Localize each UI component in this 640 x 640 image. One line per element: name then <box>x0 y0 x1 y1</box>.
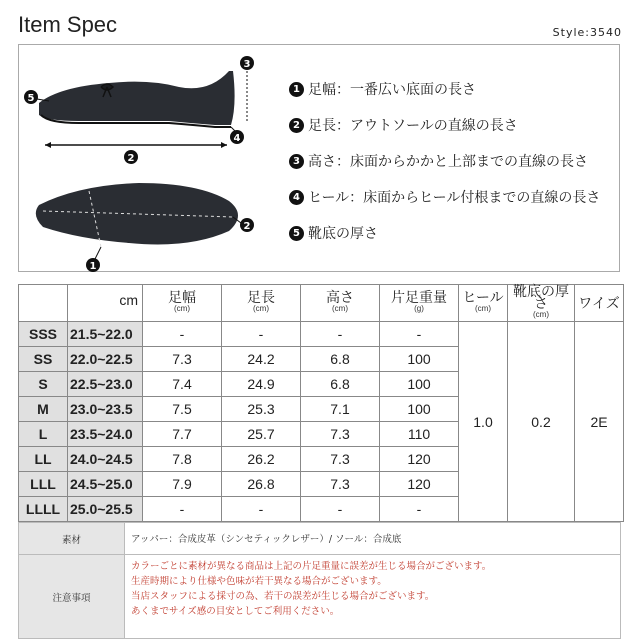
measurement-legend <box>289 71 600 251</box>
wise-value: 2E <box>575 322 624 522</box>
table-row: LLLL 25.0~25.5 - - - - <box>19 497 624 522</box>
notes-label: 注意事項 <box>19 555 125 639</box>
legend-item <box>289 107 600 143</box>
legend-number: 2 <box>289 118 304 133</box>
legend-text: 靴底の厚さ <box>308 226 378 242</box>
table-row: SS 22.0~22.5 7.3 24.2 6.8 100 <box>19 347 624 372</box>
table-row: LL 24.0~24.5 7.8 26.2 7.3 120 <box>19 447 624 472</box>
svg-text:1: 1 <box>89 261 97 272</box>
legend-item <box>289 71 600 107</box>
svg-text:5: 5 <box>27 93 35 104</box>
size-table <box>18 284 624 522</box>
note-line: あくまでサイズ感の目安としてご利用ください。 <box>131 606 340 617</box>
size-corner-header: SIZE S·M·L <box>19 285 68 322</box>
legend-number: 4 <box>289 190 304 205</box>
material-text: アッパー：合成皮革（シンセティックレザー）/ ソール：合成底 <box>125 523 621 555</box>
svg-text:4: 4 <box>233 133 241 144</box>
legend-item <box>289 215 600 251</box>
col-header-heel: ヒール (cm) <box>459 285 508 322</box>
legend-number: 5 <box>289 226 304 241</box>
table-row: S 22.5~23.0 7.4 24.9 6.8 100 <box>19 372 624 397</box>
sole-value: 0.2 <box>508 322 575 522</box>
page-title: Item Spec <box>18 12 118 37</box>
legend-item <box>289 179 600 215</box>
svg-text:2: 2 <box>127 153 135 164</box>
spec-diagram-panel <box>18 44 620 272</box>
legend-text: 足幅：一番広い底面の長さ <box>308 82 476 98</box>
legend-number: 1 <box>289 82 304 97</box>
legend-number: 3 <box>289 154 304 169</box>
col-header-sole: 靴底の厚さ (cm) <box>508 285 575 322</box>
svg-text:2: 2 <box>243 221 251 232</box>
col-header-width: 足幅 (cm) <box>143 285 222 322</box>
note-line: 当店スタッフによる採寸の為、若干の誤差が生じる場合がございます。 <box>131 591 435 602</box>
table-row: M 23.0~23.5 7.5 25.3 7.1 100 <box>19 397 624 422</box>
note-line: カラーごとに素材が異なる商品は上記の片足重量に誤差が生じる場合がございます。 <box>131 561 492 572</box>
col-header-weight: 片足重量 (g) <box>380 285 459 322</box>
notes-text <box>125 555 621 639</box>
info-table <box>18 522 621 639</box>
table-row: SSS 21.5~22.0 - - - - 1.0 0.2 2E <box>19 322 624 347</box>
style-code: Style:3540 <box>552 26 622 39</box>
range-header: SIZE cm <box>68 285 143 322</box>
shoe-side-silhouette <box>39 71 235 125</box>
legend-item <box>289 143 600 179</box>
shoe-side-view-illustration <box>19 45 279 165</box>
shoe-sole-silhouette <box>36 183 238 245</box>
legend-text: 足長：アウトソールの直線の長さ <box>308 118 518 134</box>
shoe-sole-view-illustration <box>19 165 279 273</box>
col-header-wise: ワイズ <box>575 285 624 322</box>
legend-text: 高さ：床面からかかと上部までの直線の長さ <box>308 154 588 170</box>
heel-value: 1.0 <box>459 322 508 522</box>
col-header-length: 足長 (cm) <box>222 285 301 322</box>
table-row: LLL 24.5~25.0 7.9 26.8 7.3 120 <box>19 472 624 497</box>
col-header-height: 高さ (cm) <box>301 285 380 322</box>
material-label: 素材 <box>19 523 125 555</box>
note-line: 生産時期により仕様や色味が若干異なる場合がございます。 <box>131 576 387 587</box>
legend-text: ヒール：床面からヒール付根までの直線の長さ <box>308 190 601 206</box>
svg-text:3: 3 <box>243 59 251 70</box>
table-row: L 23.5~24.0 7.7 25.7 7.3 110 <box>19 422 624 447</box>
